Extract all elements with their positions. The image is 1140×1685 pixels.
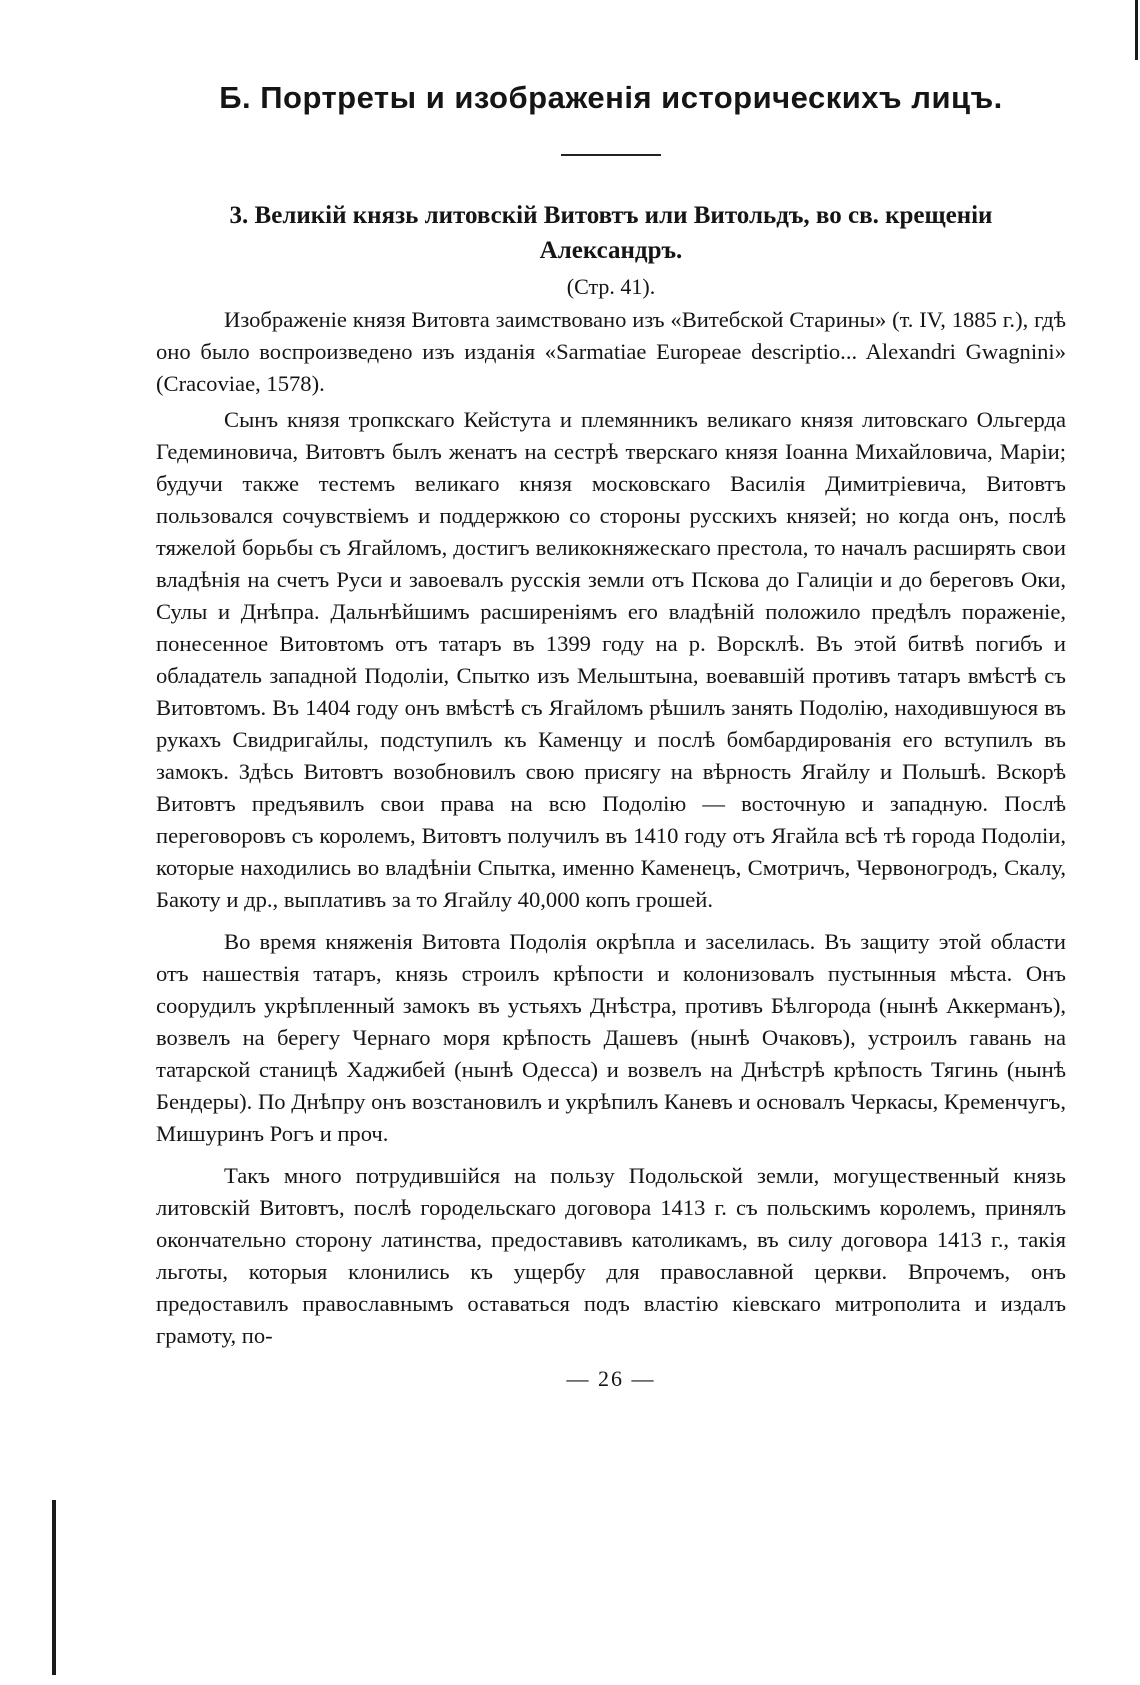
scan-edge-mark-bottom xyxy=(52,1500,56,1675)
page-reference: (Стр. 41). xyxy=(566,274,656,299)
section-heading: Б. Портреты и изображенія историческихъ лицъ. xyxy=(219,80,1003,115)
page-number: — 26 — xyxy=(566,1366,656,1391)
scan-edge-mark-top xyxy=(1135,0,1138,60)
paragraph-podolia: Во время княженія Витовта Подолія окрѣпла и заселилась. Въ защиту этой области отъ нашествія татаръ, князь строилъ крѣпости и колонизовалъ пустынныя мѣста. Онъ соорудилъ укрѣпленный замокъ въ устьяхъ Днѣстра, противъ Бѣлгорода (нынѣ Аккерманъ), возвелъ на берегу Чернаго моря крѣпость Дашевъ (нынѣ Очаковъ), устроилъ гавань на татарской станицѣ Хаджибей (нынѣ Одесса) и возвелъ на Днѣстрѣ крѣпость Тягинь (нынѣ Бендеры). По Днѣпру онъ возстановилъ и укрѣпилъ Каневъ и основалъ Черкасы, Кременчугъ, Мишуринъ Рогъ и проч. xyxy=(156,929,1066,1146)
heading-rule xyxy=(561,154,661,156)
paragraph-biography: Сынъ князя тропкскаго Кейстута и племянникъ великаго князя литовскаго Ольгерда Гедеминовича, Витовтъ былъ женатъ на сестрѣ тверскаго князя Іоанна Михайловича, Маріи; будучи также тестемъ великаго князя московскаго Василія Димитріевича, Витовтъ пользовался сочувствіемъ и поддержкою со стороны русскихъ князей; но когда онъ, послѣ тяжелой борьбы съ Ягайломъ, достигъ великокняжескаго престола, то началъ расширять свои владѣнія на счетъ Руси и завоевалъ русскія земли отъ Пскова до Галиціи и до береговъ Оки, Сулы и Днѣпра. Дальнѣйшимъ расширеніямъ его владѣній положило предѣлъ пораженіе, понесенное Витовтомъ отъ татаръ въ 1399 году на р. Ворсклѣ. Въ этой битвѣ погибъ и обладатель западной Подоліи, Спытко изъ Мельштына, воевавшій противъ татаръ вмѣстѣ съ Витовтомъ. Въ 1404 году онъ вмѣстѣ съ Ягайломъ рѣшилъ занять Подолію, находившуюся въ рукахъ Свидригайлы, подступилъ къ Каменцу и послѣ бомбардированія его вступилъ въ замокъ. Здѣсь Витовтъ возобновилъ свою присягу на вѣрность Ягайлу и Польшѣ. Вскорѣ Витовтъ предъявилъ свои права на всю Подолію — восточную и западную. Послѣ переговоровъ съ королемъ, Витовтъ получилъ въ 1410 году отъ Ягайла всѣ тѣ города Подоліи, которые находились во владѣніи Спытка, именно Каменецъ, Смотричъ, Червоногродъ, Скалу, Бакоту и др., выплативъ за то Ягайлу 40,000 копъ грошей. xyxy=(156,407,1066,912)
document-page xyxy=(156,80,1066,1392)
paragraph-latinism: Такъ много потрудившійся на пользу Подольской земли, могущественный князь литовскій Витовтъ, послѣ городельскаго договора 1413 г. съ польскимъ королемъ, принялъ окончательно сторону латинства, предоставивъ католикамъ, въ силу договора 1413 г., такія льготы, которыя клонились къ ущербу для православной церкви. Впрочемъ, онъ предоставилъ православнымъ оставаться подъ властію кіевскаго митрополита и издалъ грамоту, по- xyxy=(156,1163,1066,1348)
item-title: 3. Великій князь литовскій Витовтъ или Витольдъ, во св. крещеніи Александръ. xyxy=(229,202,993,264)
paragraph-source: Изображеніе князя Витовта заимствовано изъ «Витебской Старины» (т. IV, 1885 г.), гдѣ оно было воспроизведено изъ изданія «Sarmatiae Europeae descriptio... Alexandri Gwagnini» (Cracoviae, 1578). xyxy=(156,307,1066,396)
